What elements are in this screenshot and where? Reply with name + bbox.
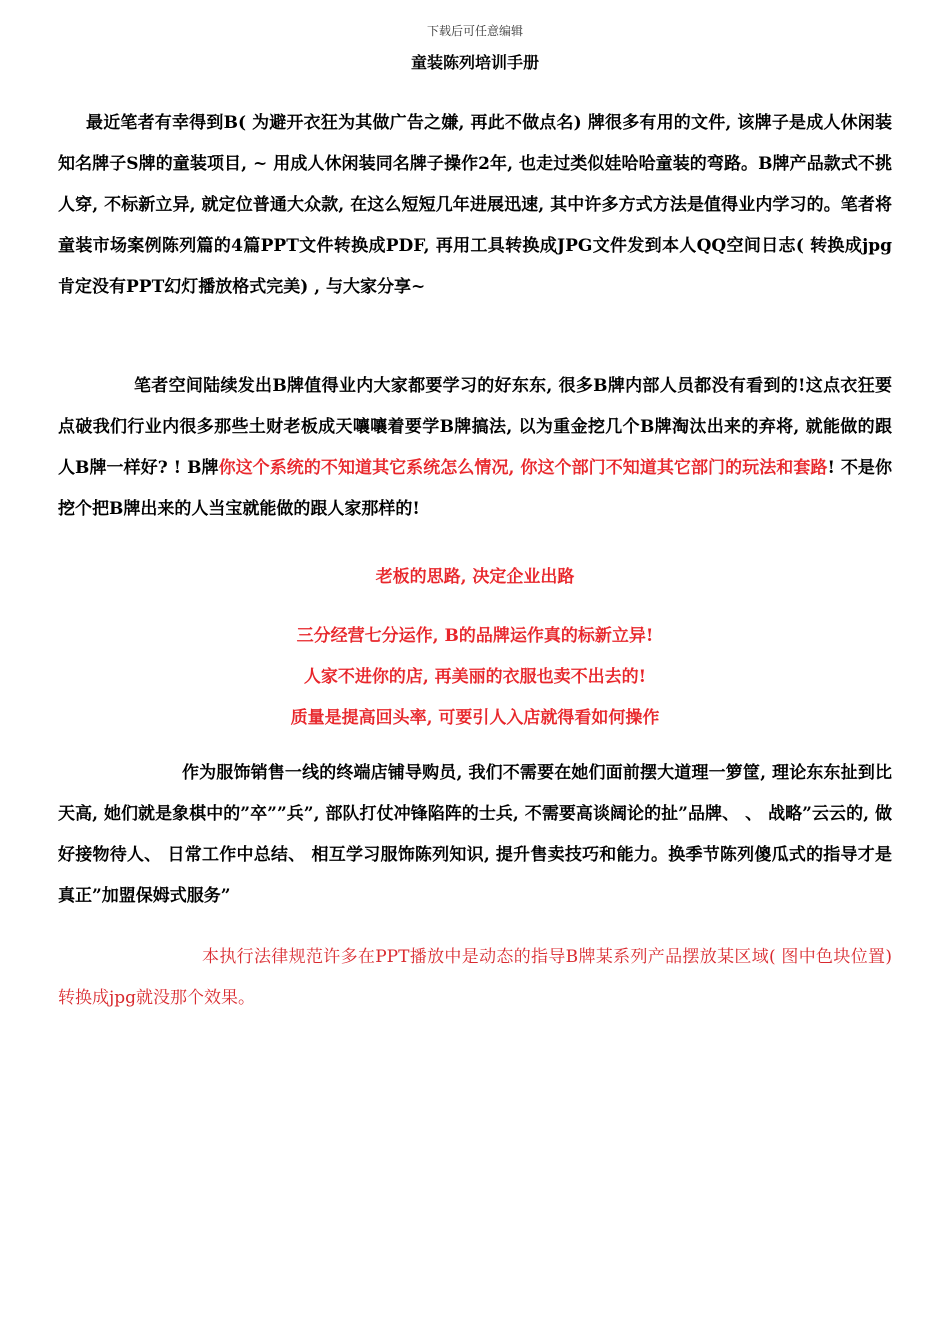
slogan-store-entry: 人家不进你的店, 再美丽的衣服也卖不出去的! <box>303 667 647 687</box>
paragraph-sales-staff: 作为服饰销售一线的终端店铺导购员, 我们不需要在她们面前摆大道理一箩筐, 理论东东扯到比天高, 她们就是象棋中的”卒””兵”, 部队打仗冲锋陷阵的士兵, 不需要高谈阔论的扯”品牌、 、 战略”云云的, 做好接物待人、 日常工作中总结、 相互学习服饰陈列知识, 提升售卖技巧和能力。换季节陈列傻瓜式的指导才是真正”加盟保姆式服务” <box>58 763 892 906</box>
paragraph-ppt-note: 本执行法律规范许多在PPT播放中是动态的指导B牌某系列产品摆放某区域( 图中色块位置) 转换成jpg就没那个效果。 <box>58 947 892 1008</box>
slogan-operation: 三分经营七分运作, B的品牌运作真的标新立异! <box>296 626 654 646</box>
header-note: 下载后可任意编辑 <box>426 24 523 38</box>
paragraph-b-brand <box>58 366 892 530</box>
paragraph-intro: 最近笔者有幸得到B( 为避开衣狂为其做广告之嫌, 再此不做点名) 牌很多有用的文件, 该牌子是成人休闲装知名牌子S牌的童装项目, ~ 用成人休闲装同名牌子操作2年, 也走过类似娃哈哈童装的弯路。B牌产品款式不挑人穿, 不标新立异, 就定位普通大众款, 在这么短短几年进展迅速, 其中许多方式方法是值得业内学习的。笔者将童装市场案例陈列篇的4篇PPT文件转换成PDF, 再用工具转换成JPG文件发到本人QQ空间日志( 转换成jpg肯定没有PPT幻灯播放格式完美) , 与大家分享~ <box>58 113 892 297</box>
slogan-quality: 质量是提高回头率, 可要引人入店就得看如何操作 <box>290 708 660 728</box>
slogan-boss-thinking: 老板的思路, 决定企业出路 <box>375 567 575 587</box>
paragraph-b-brand-text: 笔者空间陆续发出B牌值得业内大家都要学习的好东东, 很多B牌内部人员都没有看到的!这点衣狂要点破我们行业内很多那些土财老板成天嚷嚷着要学B牌搞法, 以为重金挖几个B牌淘汰出来的弃将, 就能做的跟人B牌一样好? ! B牌 <box>58 376 892 478</box>
paragraph-b-brand-tail: ! 不是你挖个把B牌出来的人当宝就能做的跟人家那样的! <box>58 458 892 519</box>
document-title: 童装陈列培训手册 <box>410 53 539 72</box>
paragraph-b-brand-highlight: 你这个系统的不知道其它系统怎么情况, 你这个部门不知道其它部门的玩法和套路 <box>218 458 828 478</box>
